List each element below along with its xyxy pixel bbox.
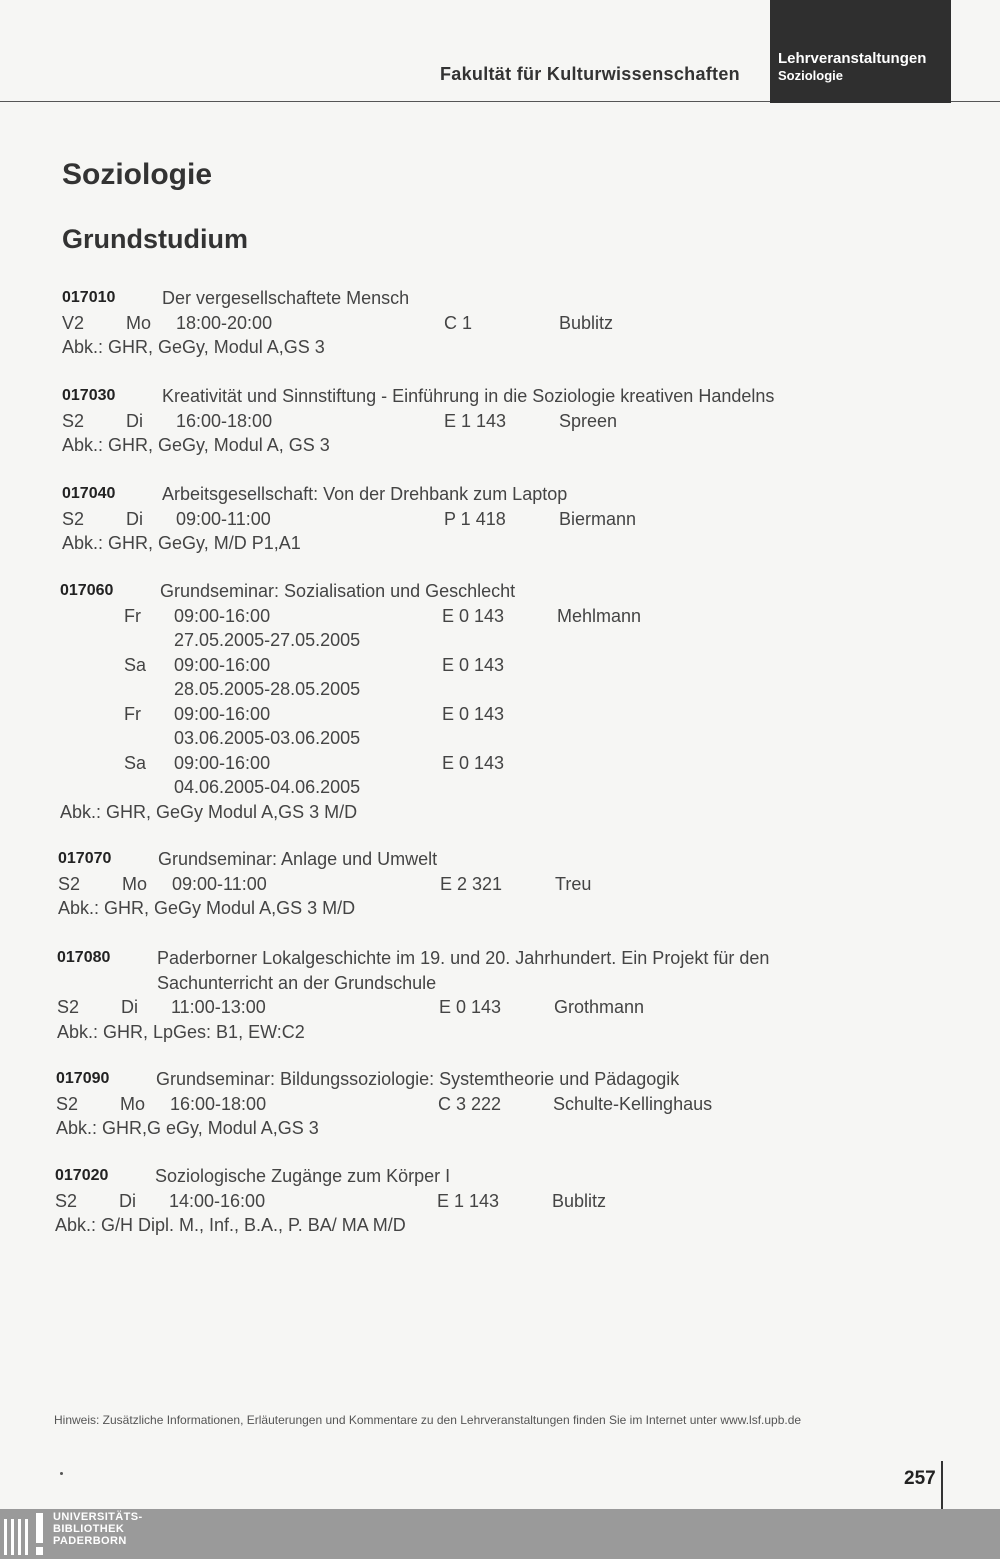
course-type: S2 <box>57 997 80 1017</box>
session-time: 09:00-16:00 <box>174 605 271 626</box>
course-number: 017020 <box>55 1167 109 1184</box>
session-room: E 0 143 <box>442 654 505 675</box>
course-abbreviations: Abk.: GHR,G eGy, Modul A,GS 3 <box>56 1118 319 1138</box>
course-title: Paderborner Lokalgeschichte im 19. und 20. Jahrhundert. Ein Projekt für den Sachunterricht an der Grundschule <box>157 948 770 993</box>
course-lecturer: Bublitz <box>559 312 614 333</box>
course-time: 18:00-20:00 <box>176 312 273 333</box>
course-number: 017090 <box>56 1070 110 1087</box>
course-number: 017080 <box>57 949 111 966</box>
course-room: C 1 <box>444 312 473 333</box>
library-name <box>53 1511 143 1547</box>
course-lecturer: Mehlmann <box>557 605 642 626</box>
course-time: 14:00-16:00 <box>169 1190 266 1211</box>
faculty-name: Fakultät für Kulturwissenschaften <box>440 64 740 84</box>
course-abbreviations: Abk.: GHR, GeGy, Modul A, GS 3 <box>62 435 330 455</box>
course-day: Mo <box>120 1093 146 1114</box>
course-title: Grundseminar: Anlage und Umwelt <box>158 849 438 869</box>
course-day: Di <box>121 997 138 1017</box>
course-room: E 0 143 <box>439 997 502 1017</box>
section-label-subject: Soziologie <box>778 68 843 83</box>
session-dates: 04.06.2005-04.06.2005 <box>174 777 361 797</box>
session-day: Fr <box>124 605 141 626</box>
course-lecturer: Biermann <box>559 508 637 529</box>
session-room: E 0 143 <box>442 703 505 724</box>
course-type: S2 <box>56 1093 79 1114</box>
course-abbreviations: Abk.: G/H Dipl. M., Inf., B.A., P. BA/ MA M/D <box>55 1215 406 1235</box>
session-day: Sa <box>124 654 147 675</box>
course-day: Di <box>119 1190 136 1211</box>
session-room: E 0 143 <box>442 752 505 773</box>
session-dates: 03.06.2005-03.06.2005 <box>174 728 361 748</box>
course-number: 017010 <box>62 289 116 306</box>
course-room: P 1 418 <box>444 508 506 529</box>
course-type: S2 <box>62 508 85 529</box>
library-name-line: UNIVERSITÄTS- <box>53 1511 143 1523</box>
session-dates: 28.05.2005-28.05.2005 <box>174 679 361 699</box>
session-time: 09:00-16:00 <box>174 752 271 773</box>
course-title: Soziologische Zugänge zum Körper I <box>155 1166 451 1186</box>
course-number: 017030 <box>62 387 116 404</box>
course-title: Arbeitsgesellschaft: Von der Drehbank zum Laptop <box>162 484 568 504</box>
library-footer-bar <box>0 1509 1000 1559</box>
course-lecturer: Schulte-Kellinghaus <box>553 1093 713 1114</box>
course-lecturer: Spreen <box>559 410 618 431</box>
course-type: S2 <box>55 1190 78 1211</box>
course-abbreviations: Abk.: GHR, GeGy, M/D P1,A1 <box>62 533 301 553</box>
course-type: S2 <box>62 410 85 431</box>
course-title: Grundseminar: Bildungssoziologie: Systemtheorie und Pädagogik <box>156 1069 680 1089</box>
footer-hint: Hinweis: Zusätzliche Informationen, Erläuterungen und Kommentare zu den Lehrveranstaltungen finden Sie im Internet unter www.lsf.upb.de <box>54 1413 802 1427</box>
course-day: Mo <box>122 873 148 894</box>
course-title: Grundseminar: Sozialisation und Geschlecht <box>160 581 516 601</box>
course-abbreviations: Abk.: GHR, LpGes: B1, EW:C2 <box>57 1021 305 1042</box>
course-room: E 1 143 <box>437 1190 500 1211</box>
course-time: 09:00-11:00 <box>172 873 267 894</box>
library-name-line: BIBLIOTHEK <box>53 1523 125 1535</box>
section-subtitle: Grundstudium <box>62 224 248 254</box>
session-day: Sa <box>124 752 147 773</box>
course-title: Kreativität und Sinnstiftung - Einführung in die Soziologie kreativen Handelns <box>162 386 775 406</box>
section-label-title: Lehrveranstaltungen <box>778 50 927 67</box>
course-number: 017060 <box>60 582 114 599</box>
course-time: 11:00-13:00 <box>171 997 266 1017</box>
library-logo-icon <box>3 1511 47 1557</box>
course-abbreviations: Abk.: GHR, GeGy, Modul A,GS 3 <box>62 337 325 357</box>
course-time: 16:00-18:00 <box>176 410 273 431</box>
course-abbreviations: Abk.: GHR, GeGy Modul A,GS 3 M/D <box>60 801 358 822</box>
course-number: 017070 <box>58 850 112 867</box>
course-lecturer: Treu <box>555 873 592 894</box>
session-dates: 27.05.2005-27.05.2005 <box>174 630 361 650</box>
section-label-box <box>770 0 951 103</box>
session-time: 09:00-16:00 <box>174 703 271 724</box>
bullet-dot <box>60 1472 63 1475</box>
page-number-rule <box>941 1461 943 1509</box>
course-day: Di <box>126 508 143 529</box>
course-title: Der vergesellschaftete Mensch <box>162 288 410 308</box>
library-name-line: PADERBORN <box>53 1535 127 1547</box>
course-room: E 2 321 <box>440 873 503 894</box>
course-day: Di <box>126 410 143 431</box>
course-lecturer: Grothmann <box>554 997 645 1017</box>
session-room: E 0 143 <box>442 605 505 626</box>
course-type: S2 <box>58 873 81 894</box>
course-abbreviations: Abk.: GHR, GeGy Modul A,GS 3 M/D <box>58 898 356 918</box>
course-time: 09:00-11:00 <box>176 508 271 529</box>
course-type: V2 <box>62 312 85 333</box>
course-day: Mo <box>126 312 152 333</box>
course-room: C 3 222 <box>438 1093 502 1114</box>
session-day: Fr <box>124 703 141 724</box>
course-room: E 1 143 <box>444 410 507 431</box>
page-title: Soziologie <box>62 158 212 191</box>
course-number: 017040 <box>62 485 116 502</box>
course-lecturer: Bublitz <box>552 1190 607 1211</box>
session-time: 09:00-16:00 <box>174 654 271 675</box>
course-time: 16:00-18:00 <box>170 1093 267 1114</box>
page-number: 257 <box>904 1468 936 1489</box>
